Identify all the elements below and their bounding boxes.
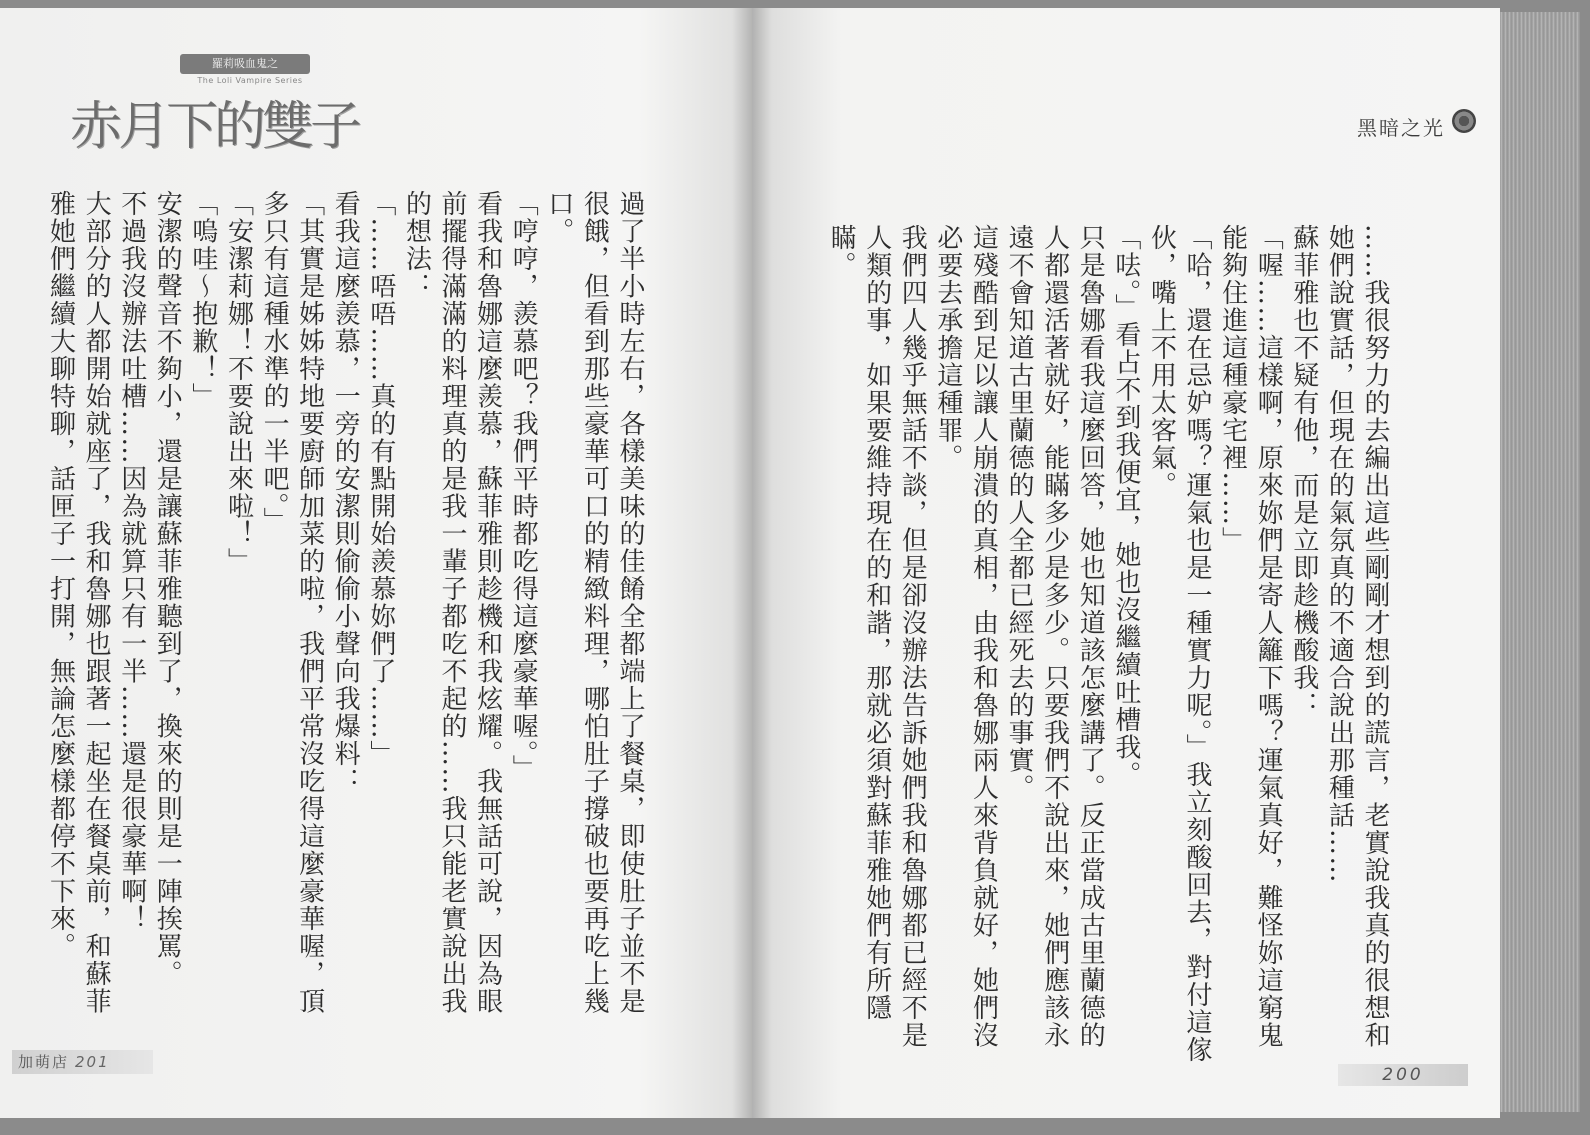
book-page-edges xyxy=(1500,12,1580,1112)
logo-banner: 羅莉吸血鬼之 xyxy=(180,54,310,74)
paragraph: 我們四人幾乎無話不談，但是卻沒辦法告訴她們我和魯娜都已經不是人類的事，如果要維持現在的和諧，那就必須對蘇菲雅她們有所隱瞞。 xyxy=(826,224,928,1049)
left-footer xyxy=(12,1050,153,1074)
left-page xyxy=(0,8,752,1118)
paragraph: ……我很努力的去編出這些剛剛才想到的謊言，老實說我真的很想和她們說實話，但現在的氣氛真的不適合說出那種話…… xyxy=(1324,224,1390,1049)
paragraph: 「哈，還在忌妒嗎？運氣也是一種實力呢。」我立刻酸回去，對付這傢伙，嘴上不用太客氣。 xyxy=(1146,224,1213,1064)
paragraph: 「呿。」看占不到我便宜，她也沒繼續吐槽我。 xyxy=(1110,224,1141,789)
book-title: 赤月下的雙子 xyxy=(70,97,359,157)
section-emblem-icon xyxy=(1452,109,1476,133)
paragraph: 看我這麼羨慕，一旁的安潔則偷偷小聲向我爆料： xyxy=(330,190,361,795)
paragraph: 「喔……這樣啊，原來妳們是寄人籬下嗎？運氣真好，難怪妳這窮鬼能夠住進這種豪宅裡……」 xyxy=(1217,224,1284,1049)
paragraph: 這殘酷到足以讓人崩潰的真相，由我和魯娜兩人來背負就好，她們沒必要去承擔這種罪。 xyxy=(932,224,999,1049)
book-spine-shadow xyxy=(732,8,772,1118)
left-body-text xyxy=(45,190,647,1040)
paragraph: 「哼哼，羨慕吧？我們平時都吃得這麼豪華喔。」 xyxy=(508,190,539,782)
right-footer xyxy=(1338,1064,1468,1086)
page-number: 201 xyxy=(75,1053,110,1071)
paragraph: 看我和魯娜這麼羨慕，蘇菲雅則趁機和我炫耀。我無話可說，因為眼前擺得滿滿的料理真的是我一輩子都吃不起的……我只能老實說出我的想法： xyxy=(401,190,503,1015)
paragraph: 「安潔莉娜！不要說出來啦！」 xyxy=(223,190,254,575)
section-title: 黑暗之光 xyxy=(1357,116,1445,140)
page-number: 200 xyxy=(1382,1065,1424,1085)
paragraph: 「……唔唔……真的有點開始羨慕妳們了……」 xyxy=(365,190,396,768)
footer-label: 加萌店 xyxy=(18,1053,70,1071)
paragraph: 大部分的人都開始就座了，我和魯娜也跟著一起坐在餐桌前，和蘇菲雅她們繼續大聊特聊，話匣子一打開，無論怎麼樣都停不下來。 xyxy=(45,190,112,1015)
paragraph: 安潔的聲音不夠小，還是讓蘇菲雅聽到了，換來的則是一陣挨罵。 xyxy=(152,190,183,988)
paragraph: 「嗚哇～抱歉！」 xyxy=(187,190,218,410)
book-logo xyxy=(70,48,360,158)
right-body-text xyxy=(802,224,1392,1074)
paragraph: 過了半小時左右，各樣美味的佳餚全都端上了餐桌，即使肚子並不是很餓，但看到那些豪華可口的精緻料理，哪怕肚子撐破也要再吃上幾口。 xyxy=(543,190,645,1015)
paragraph: 「其實是姊姊特地要廚師加菜的啦，我們平常沒吃得這麼豪華喔，頂多只有這種水準的一半吧。」 xyxy=(259,190,325,1015)
paragraph: 蘇菲雅也不疑有他，而是立即趁機酸我： xyxy=(1288,224,1319,719)
paragraph: 不過我沒辦法吐槽……因為就算只有一半……還是很豪華啊！ xyxy=(116,190,147,933)
paragraph: 只是魯娜看我這麼回答，她也知道該怎麼講了。反正當成古里蘭德的人都還活著就好，能瞞多少是多少。只要我們不說出來，她們應該永遠不會知道古里蘭德的人全都已經死去的事實。 xyxy=(1004,224,1106,1049)
right-page xyxy=(752,8,1500,1118)
logo-subtitle: The Loli Vampire Series xyxy=(197,76,303,85)
